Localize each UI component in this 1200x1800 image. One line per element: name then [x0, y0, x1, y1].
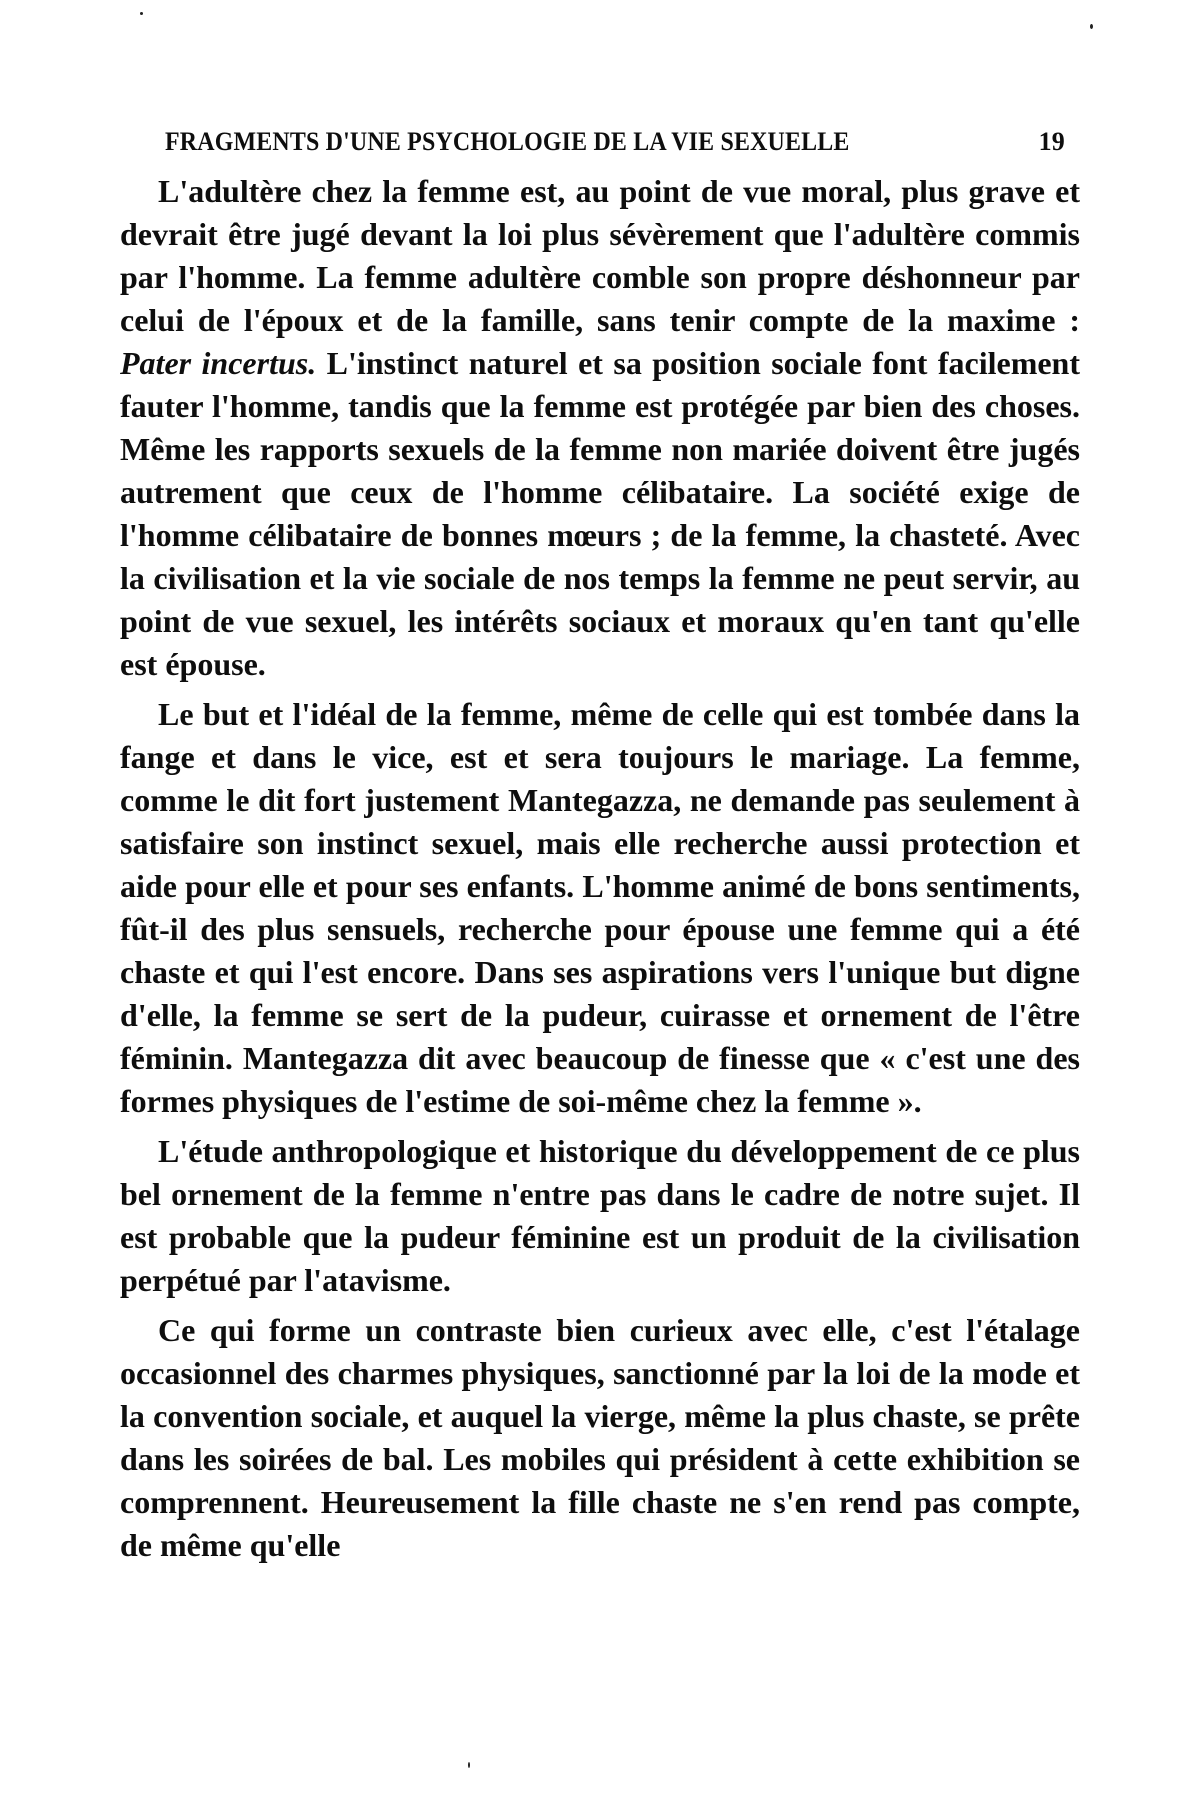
paragraph: Le but et l'idéal de la femme, même de celle qui est tombée dans la fange et dans le vice, est et sera toujours le mariage. La femme, comme le dit fort justement Mantegazza, ne demande pas seulement à satisfaire son instinct sexuel, mais elle recherche aussi protection et aide pour elle et pour ses enfants. L'homme animé de bons sentiments, fût-il des plus sensuels, recherche pour épouse une femme qui a été chaste et qui l'est encore. Dans ses aspirations vers l'unique but digne d'elle, la femme se sert de la pudeur, cuirasse et ornement de l'être féminin. Mantegazza dit avec beaucoup de finesse que « c'est une des formes physiques de l'estime de soi-même chez la femme ».	[120, 696, 1080, 1119]
scan-speck	[468, 1762, 470, 1768]
paragraph-text-after-italic: L'instinct naturel et sa position sociale font facilement fauter l'homme, tandis que la femme est protégée par bien des choses. Même les rapports sexuels de la femme non mariée doivent être jugés autrement que ceux de l'homme célibataire. La société exige de l'homme célibataire de bonnes mœurs ; de la femme, la chasteté. Avec la civilisation et la vie sociale de nos temps la femme ne peut servir, au point de vue sexuel, les intérêts sociaux et moraux qu'en tant qu'elle est épouse.	[120, 345, 1081, 682]
scan-speck	[1090, 24, 1093, 29]
italic-latin-maxim: Pater incertus.	[120, 345, 317, 381]
running-title: FRAGMENTS D'UNE PSYCHOLOGIE DE LA VIE SEXUELLE	[165, 127, 850, 156]
running-header	[165, 127, 1065, 157]
paragraph: L'étude anthropologique et historique du développement de ce plus bel ornement de la femme n'entre pas dans le cadre de notre sujet. Il est probable que la pudeur féminine est un produit de la civilisation perpétué par l'atavisme.	[120, 1133, 1080, 1298]
scan-speck	[140, 12, 143, 15]
body-text	[120, 170, 1080, 1574]
page-number: 19	[1038, 127, 1065, 156]
paragraph	[120, 170, 1080, 686]
paragraph: Ce qui forme un contraste bien curieux avec elle, c'est l'étalage occasionnel des charmes physiques, sanctionné par la loi de la mode et la convention sociale, et auquel la vierge, même la plus chaste, se prête dans les soirées de bal. Les mobiles qui président à cette exhibition se comprennent. Heureusement la fille chaste ne s'en rend pas compte, de même qu'elle	[120, 1312, 1080, 1563]
paragraph-text-before-italic: L'adultère chez la femme est, au point de vue moral, plus grave et devrait être jugé devant la loi plus sévèrement que l'adultère commis par l'homme. La femme adultère comble son propre déshonneur par celui de l'époux et de la famille, sans tenir compte de la maxime :	[120, 173, 1080, 338]
